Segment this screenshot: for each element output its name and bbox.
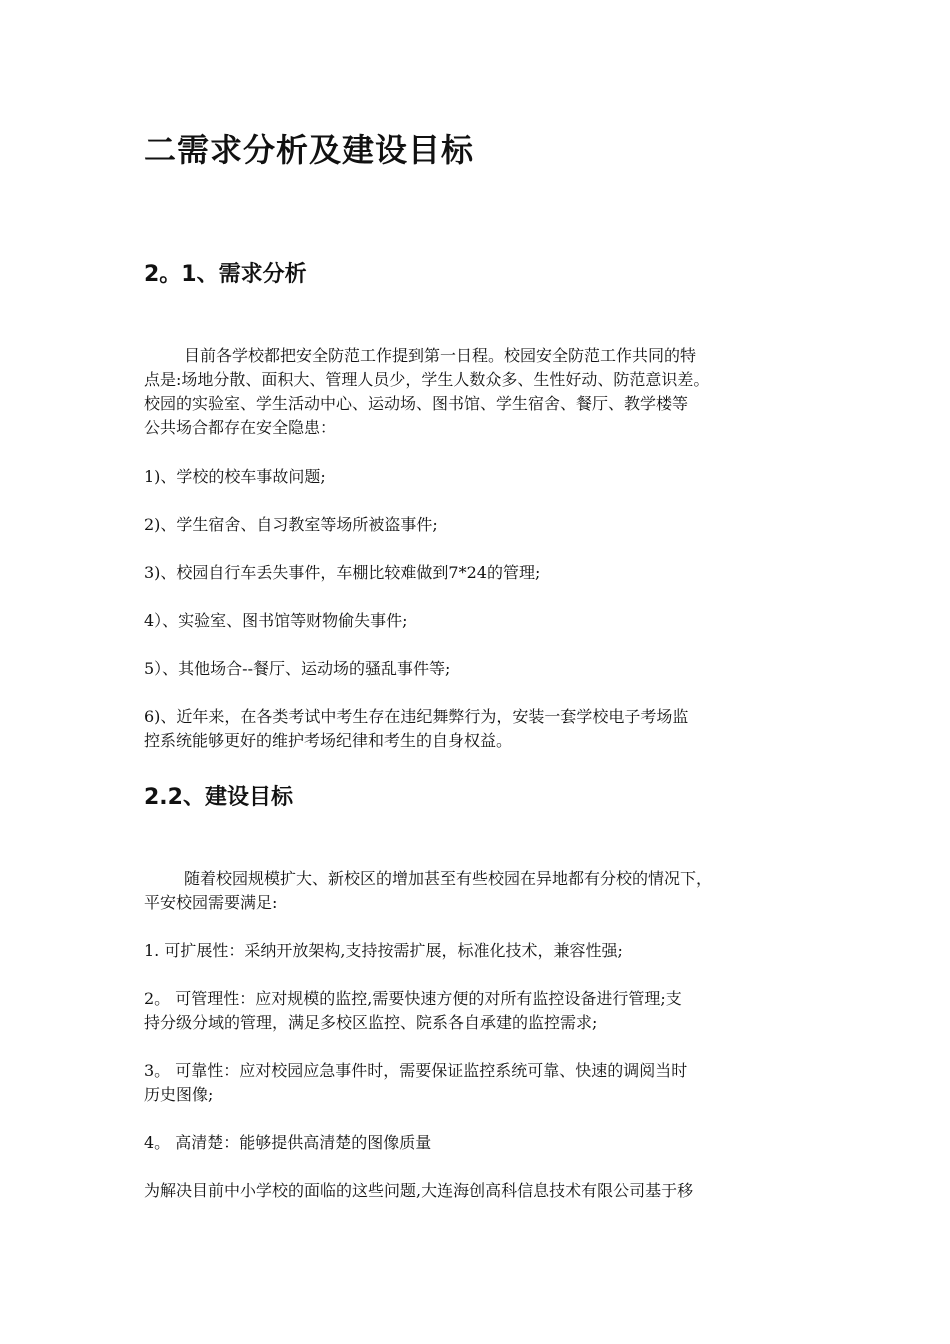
list-item: 3)、校园自行车丢失事件，车棚比较难做到7*24的管理; <box>144 563 541 582</box>
paragraph-line: 6)、近年来，在各类考试中考生存在违纪舞弊行为，安装一套学校电子考场监 <box>144 707 689 726</box>
list-item: 1)、学校的校车事故问题; <box>144 467 326 486</box>
goal-item <box>144 987 809 1035</box>
paragraph-line: 随着校园规模扩大、新校区的增加甚至有些校园在异地都有分校的情况下， <box>184 869 713 888</box>
paragraph-line: 点是:场地分散、面积大、管理人员少，学生人数众多、生性好动、防范意识差。 <box>144 370 710 389</box>
section-heading-construction-goals: 2.2、建设目标 <box>144 785 293 810</box>
closing-paragraph: 为解决目前中小学校的面临的这些问题,大连海创高科信息技术有限公司基于移 <box>144 1181 694 1200</box>
list-item: 2)、学生宿舍、自习教室等场所被盗事件; <box>144 515 438 534</box>
list-item <box>144 705 809 753</box>
goal-item <box>144 1059 809 1107</box>
paragraph-line: 2。 可管理性：应对规模的监控,需要快速方便的对所有监控设备进行管理;支 <box>144 989 682 1008</box>
paragraph-line: 目前各学校都把安全防范工作提到第一日程。校园安全防范工作共同的特 <box>184 346 697 365</box>
paragraph-line: 持分级分域的管理，满足多校区监控、院系各自承建的监控需求; <box>144 1013 598 1032</box>
list-item: 4）、实验室、图书馆等财物偷失事件; <box>144 611 408 630</box>
page-title: 二需求分析及建设目标 <box>144 131 475 169</box>
paragraph-line: 3。 可靠性：应对校园应急事件时，需要保证监控系统可靠、快速的调阅当时 <box>144 1061 688 1080</box>
paragraph-line: 历史图像; <box>144 1085 214 1104</box>
section-heading-needs-analysis: 2。1、需求分析 <box>144 262 307 287</box>
paragraph-line: 平安校园需要满足: <box>144 893 278 912</box>
goals-intro-paragraph <box>144 867 809 915</box>
goal-item: 1. 可扩展性：采纳开放架构,支持按需扩展，标准化技术，兼容性强; <box>144 941 623 960</box>
goal-item: 4。 高清楚：能够提供高清楚的图像质量 <box>144 1133 432 1152</box>
paragraph-line: 控系统能够更好的维护考场纪律和考生的自身权益。 <box>144 731 513 750</box>
list-item: 5）、其他场合--餐厅、运动场的骚乱事件等; <box>144 659 451 678</box>
paragraph-line: 公共场合都存在安全隐患： <box>144 418 337 437</box>
paragraph-line: 校园的实验室、学生活动中心、运动场、图书馆、学生宿舍、餐厅、教学楼等 <box>144 394 689 413</box>
needs-intro-paragraph <box>144 344 809 440</box>
